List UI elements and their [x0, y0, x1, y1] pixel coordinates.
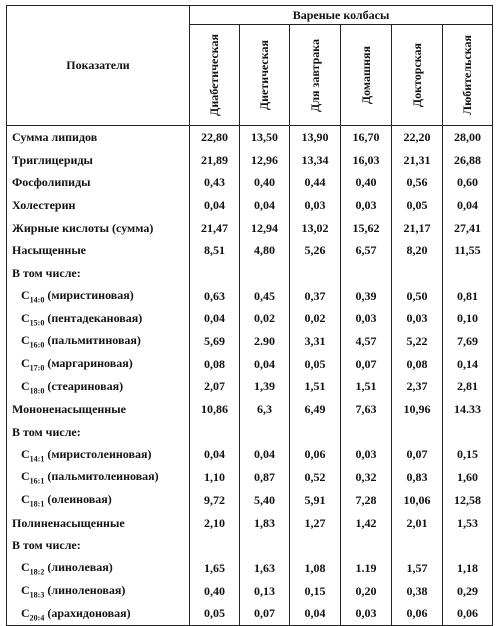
value-cell: 2,07	[190, 376, 240, 399]
value-cell: 6,57	[341, 239, 392, 262]
value-cell: 0,43	[190, 171, 240, 194]
value-cell: 5,22	[392, 330, 443, 353]
value-cell: 0,60	[443, 171, 493, 194]
acid-name: (арахидоновая)	[47, 605, 131, 620]
value-cell: 0,44	[290, 171, 341, 194]
acid-name: (стеариновая)	[47, 378, 124, 393]
value-cell: 0,04	[443, 194, 493, 217]
value-cell: 22,80	[190, 126, 240, 149]
acid-symbol: C	[21, 560, 30, 575]
value-cell	[443, 421, 493, 444]
row-label: Мононенасыщенные	[7, 398, 190, 421]
value-cell: 13,90	[290, 126, 341, 149]
column-header: Любительская	[443, 25, 493, 126]
value-cell: 1,57	[392, 557, 443, 580]
acid-symbol: C	[21, 605, 30, 620]
value-cell: 1,53	[443, 512, 493, 535]
acid-symbol: C	[21, 333, 30, 348]
row-label	[7, 444, 190, 467]
table-row	[7, 149, 493, 172]
value-cell: 2,81	[443, 376, 493, 399]
value-cell: 12,58	[443, 489, 493, 512]
value-cell: 0,15	[443, 444, 493, 467]
row-label	[7, 330, 190, 353]
table-row	[7, 308, 493, 331]
acid-symbol: C	[21, 469, 30, 484]
value-cell: 1,10	[190, 466, 240, 489]
value-cell: 0,07	[392, 444, 443, 467]
row-label: Насыщенные	[7, 239, 190, 262]
value-cell: 0,37	[290, 285, 341, 308]
value-cell: 0,06	[443, 602, 493, 625]
value-cell: 12,94	[240, 217, 290, 240]
acid-index: 18:3	[29, 590, 45, 600]
value-cell: 0,10	[443, 308, 493, 331]
table-row	[7, 602, 493, 625]
boiled-sausages-header: Вареные колбасы	[190, 6, 493, 25]
table-row	[7, 489, 493, 512]
value-cell	[341, 534, 392, 557]
value-cell: 10,86	[190, 398, 240, 421]
table-row	[7, 239, 493, 262]
row-label: В том числе:	[7, 534, 190, 557]
acid-index: 16:0	[29, 340, 45, 350]
value-cell: 5,26	[290, 239, 341, 262]
acid-name: (линоленовая)	[47, 582, 126, 597]
value-cell: 16,70	[341, 126, 392, 149]
acid-name: (пентадекановая)	[47, 310, 143, 325]
value-cell: 7,63	[341, 398, 392, 421]
value-cell: 0,40	[341, 171, 392, 194]
value-cell: 8,51	[190, 239, 240, 262]
value-cell: 0,52	[290, 466, 341, 489]
row-label: Сумма липидов	[7, 126, 190, 149]
value-cell: 15,62	[341, 217, 392, 240]
value-cell: 0,04	[190, 194, 240, 217]
value-cell: 0,03	[290, 194, 341, 217]
row-label: Полиненасыщенные	[7, 512, 190, 535]
value-cell	[290, 262, 341, 285]
value-cell: 0,07	[240, 602, 290, 625]
value-cell	[290, 421, 341, 444]
value-cell: 6,49	[290, 398, 341, 421]
row-label: В том числе:	[7, 262, 190, 285]
value-cell: 11,55	[443, 239, 493, 262]
acid-symbol: C	[21, 492, 30, 507]
column-header: Диабетическая	[190, 25, 240, 126]
value-cell: 0,03	[341, 444, 392, 467]
value-cell: 13,50	[240, 126, 290, 149]
value-cell: 2,10	[190, 512, 240, 535]
value-cell: 0,03	[341, 602, 392, 625]
value-cell: 0,20	[341, 580, 392, 603]
acid-index: 15:0	[29, 318, 45, 328]
value-cell: 0,08	[190, 353, 240, 376]
row-label	[7, 466, 190, 489]
table-row	[7, 330, 493, 353]
row-label: Триглицериды	[7, 149, 190, 172]
value-cell: 0,04	[240, 444, 290, 467]
value-cell: 21,89	[190, 149, 240, 172]
acid-index: 18:2	[29, 567, 45, 577]
value-cell: 28,00	[443, 126, 493, 149]
row-label	[7, 285, 190, 308]
value-cell: 0,39	[341, 285, 392, 308]
value-cell: 0,04	[240, 353, 290, 376]
acid-name: (линолевая)	[47, 560, 113, 575]
acid-symbol: C	[21, 446, 30, 461]
value-cell: 1,08	[290, 557, 341, 580]
acid-index: 18:1	[29, 499, 45, 509]
value-cell: 4,57	[341, 330, 392, 353]
acid-index: 20:4	[29, 612, 45, 622]
value-cell: 1,65	[190, 557, 240, 580]
value-cell: 7,69	[443, 330, 493, 353]
value-cell: 0,40	[190, 580, 240, 603]
value-cell: 12,96	[240, 149, 290, 172]
value-cell: 0,13	[240, 580, 290, 603]
acid-index: 16:1	[29, 476, 45, 486]
value-cell	[190, 421, 240, 444]
value-cell: 9,72	[190, 489, 240, 512]
value-cell: 5,40	[240, 489, 290, 512]
row-label	[7, 376, 190, 399]
value-cell: 0,81	[443, 285, 493, 308]
value-cell: 0,03	[392, 308, 443, 331]
value-cell: 22,20	[392, 126, 443, 149]
row-label	[7, 308, 190, 331]
table-row	[7, 398, 493, 421]
value-cell: 0,87	[240, 466, 290, 489]
table-row	[7, 421, 493, 444]
value-cell: 1.19	[341, 557, 392, 580]
table-row	[7, 171, 493, 194]
value-cell	[341, 262, 392, 285]
acid-name: (пальмитолеиновая)	[47, 469, 159, 484]
value-cell: 0,04	[190, 308, 240, 331]
acid-symbol: C	[21, 582, 30, 597]
acid-symbol: C	[21, 378, 30, 393]
value-cell: 2,37	[392, 376, 443, 399]
table-row	[7, 512, 493, 535]
value-cell: 0,45	[240, 285, 290, 308]
value-cell: 16,03	[341, 149, 392, 172]
acid-symbol: C	[21, 287, 30, 302]
value-cell: 10,06	[392, 489, 443, 512]
value-cell: 1,18	[443, 557, 493, 580]
value-cell: 3,31	[290, 330, 341, 353]
value-cell: 0,05	[392, 194, 443, 217]
value-cell: 27,41	[443, 217, 493, 240]
column-header: Домашняя	[341, 25, 392, 126]
value-cell	[392, 421, 443, 444]
value-cell: 4,80	[240, 239, 290, 262]
value-cell: 21,47	[190, 217, 240, 240]
value-cell: 0,07	[341, 353, 392, 376]
value-cell	[341, 421, 392, 444]
value-cell: 0,02	[290, 308, 341, 331]
value-cell: 0,38	[392, 580, 443, 603]
value-cell	[443, 262, 493, 285]
value-cell: 0,06	[290, 444, 341, 467]
column-header: Для завтрака	[290, 25, 341, 126]
value-cell	[240, 262, 290, 285]
value-cell: 0,03	[341, 194, 392, 217]
table-row	[7, 534, 493, 557]
row-label	[7, 602, 190, 625]
row-label	[7, 580, 190, 603]
table-row	[7, 557, 493, 580]
value-cell: 0,15	[290, 580, 341, 603]
value-cell: 21,31	[392, 149, 443, 172]
row-label	[7, 489, 190, 512]
value-cell: 0,04	[240, 194, 290, 217]
value-cell: 0,40	[240, 171, 290, 194]
value-cell	[392, 262, 443, 285]
acid-name: (олеиновая)	[47, 492, 112, 507]
value-cell: 0,50	[392, 285, 443, 308]
value-cell: 2.90	[240, 330, 290, 353]
row-label: Холестерин	[7, 194, 190, 217]
table-row	[7, 262, 493, 285]
value-cell: 0,04	[290, 602, 341, 625]
value-cell: 8,20	[392, 239, 443, 262]
acid-index: 14:0	[29, 295, 45, 305]
value-cell: 26,88	[443, 149, 493, 172]
value-cell	[392, 534, 443, 557]
column-header: Докторская	[392, 25, 443, 126]
value-cell: 7,28	[341, 489, 392, 512]
value-cell: 2,01	[392, 512, 443, 535]
value-cell: 1,51	[290, 376, 341, 399]
row-label: Жирные кислоты (сумма)	[7, 217, 190, 240]
value-cell: 0,05	[190, 602, 240, 625]
value-cell: 10,96	[392, 398, 443, 421]
value-cell: 0,32	[341, 466, 392, 489]
acid-name: (миристолеиновая)	[47, 446, 152, 461]
value-cell	[240, 421, 290, 444]
value-cell: 0,06	[392, 602, 443, 625]
value-cell: 13,34	[290, 149, 341, 172]
acid-index: 17:0	[29, 363, 45, 373]
lipid-composition-table	[6, 5, 493, 626]
table-row	[7, 126, 493, 149]
row-label	[7, 557, 190, 580]
parameters-header: Показатели	[7, 6, 190, 126]
value-cell: 1,51	[341, 376, 392, 399]
value-cell: 0,05	[290, 353, 341, 376]
table-row	[7, 466, 493, 489]
acid-symbol: C	[21, 310, 30, 325]
value-cell	[190, 534, 240, 557]
value-cell: 6,3	[240, 398, 290, 421]
row-label: В том числе:	[7, 421, 190, 444]
value-cell: 5,91	[290, 489, 341, 512]
acid-name: (маргариновая)	[47, 356, 133, 371]
value-cell: 13,02	[290, 217, 341, 240]
table-row	[7, 217, 493, 240]
column-header: Диетическая	[240, 25, 290, 126]
table-row	[7, 444, 493, 467]
value-cell: 1,60	[443, 466, 493, 489]
value-cell: 0,63	[190, 285, 240, 308]
value-cell	[290, 534, 341, 557]
value-cell: 0,56	[392, 171, 443, 194]
value-cell: 1,27	[290, 512, 341, 535]
value-cell: 0,04	[190, 444, 240, 467]
acid-name: (миристиновая)	[47, 287, 134, 302]
row-label	[7, 353, 190, 376]
acid-name: (пальмитиновая)	[47, 333, 141, 348]
acid-index: 18:0	[29, 386, 45, 396]
acid-index: 14:1	[29, 454, 45, 464]
value-cell	[240, 534, 290, 557]
table-row	[7, 353, 493, 376]
value-cell: 5,69	[190, 330, 240, 353]
value-cell: 0,14	[443, 353, 493, 376]
value-cell	[443, 534, 493, 557]
value-cell: 1,42	[341, 512, 392, 535]
value-cell: 21,17	[392, 217, 443, 240]
value-cell: 0,29	[443, 580, 493, 603]
value-cell: 0,83	[392, 466, 443, 489]
value-cell: 1,83	[240, 512, 290, 535]
value-cell: 1,39	[240, 376, 290, 399]
value-cell: 0,08	[392, 353, 443, 376]
acid-symbol: C	[21, 356, 30, 371]
table-row	[7, 194, 493, 217]
value-cell: 1,63	[240, 557, 290, 580]
value-cell: 0,03	[341, 308, 392, 331]
value-cell: 0,02	[240, 308, 290, 331]
table-row	[7, 285, 493, 308]
row-label: Фосфолипиды	[7, 171, 190, 194]
table-row	[7, 376, 493, 399]
table-row	[7, 580, 493, 603]
value-cell: 14.33	[443, 398, 493, 421]
value-cell	[190, 262, 240, 285]
